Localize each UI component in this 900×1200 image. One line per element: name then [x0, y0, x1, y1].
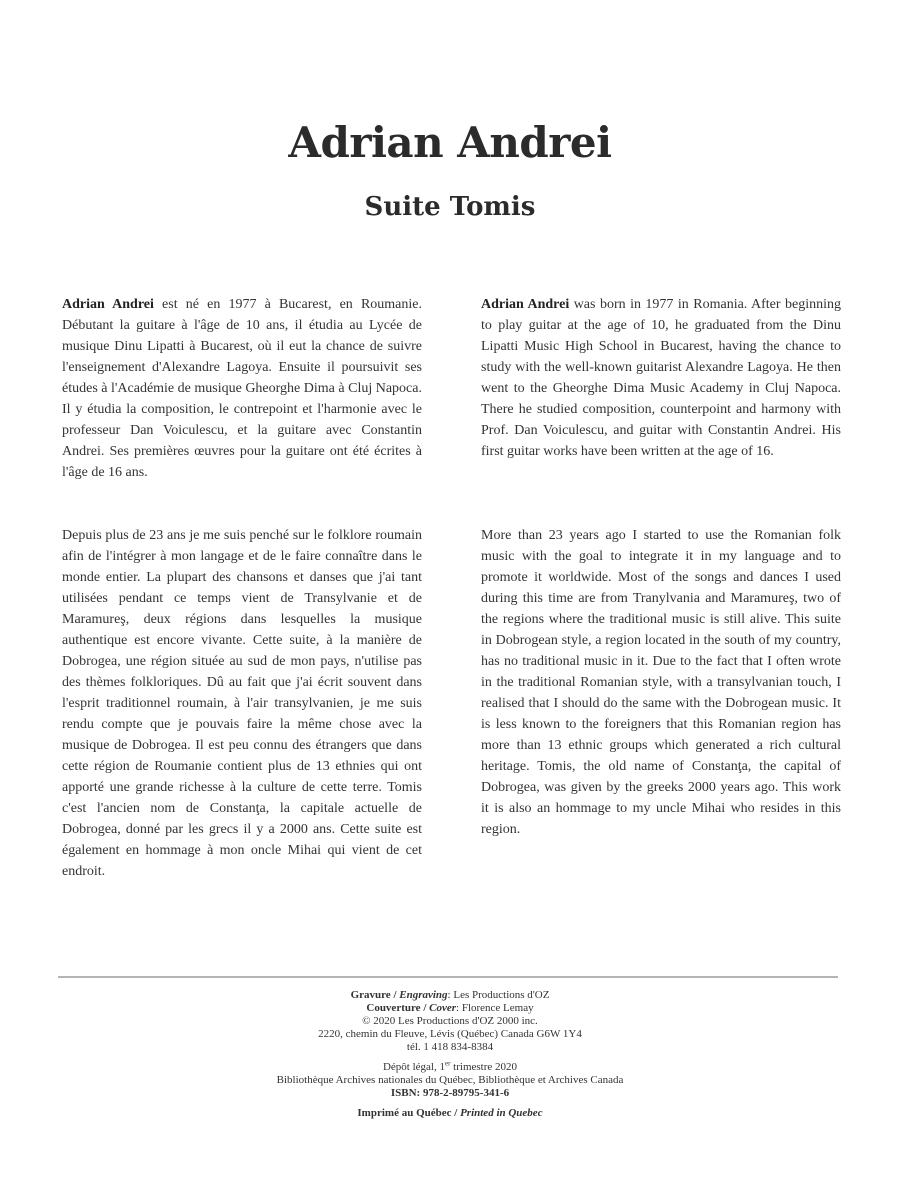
- biography-french-text: est né en 1977 à Bucarest, en Roumanie. Débutant la guitare à l'âge de 10 ans, il étudia au Lycée de musique Dinu Lipatti à Bucarest, où il eut la chance de suivre l'enseignement d'Alexandre Lagoya. Ensuite il poursuivit ses études à l'Académie de musique Gheorghe Dima à Cluj Napoca. Il y étudia la composition, le contrepoint et l'harmonie avec le professeur Dan Voiculescu, et la guitare avec Constantin Andrei. Ses premières œuvres pour la guitare ont été écrites à l'âge de 16 ans.: [62, 297, 422, 480]
- cover-credit: Couverture / Cover: Florence Lemay: [366, 1002, 534, 1014]
- biography-french: [62, 294, 422, 483]
- copyright: © 2020 Les Productions d'OZ 2000 inc.: [362, 1015, 538, 1027]
- credits-block: [0, 989, 900, 1120]
- biography-english: [481, 294, 841, 462]
- divider: [58, 976, 838, 978]
- notes-french: Depuis plus de 23 ans je me suis penché sur le folklore roumain afin de l'intégrer à mon langage et de le faire connaître dans le monde entier. La plupart des chansons et danses que j'ai tant utilisées pendant ce temps vient de Transylvanie et de Maramureş, deux régions dans lesquelles la musique authentique est encore vivante. Cette suite, à la manière de Dobrogea, une région située au sud de mon pays, n'utilise pas des thèmes folkloriques. Dû au fait que j'ai écrit souvent dans l'esprit traditionnel roumain, à l'air transylvanien, je me suis rendu compte que je pouvais faire la même chose avec la musique de Dobrogea. Il est peu connu des étrangers que dans cette région de Roumanie contient plus de 13 ethnies qui ont apporté une grande richesse à la culture de cette terre. Tomis c'est l'ancien nom de Constanţa, la capitale actuelle de Dobrogea, donné par les grecs il y a 2000 ans. Cette suite est également en hommage à mon oncle Mihai qui vient de cet endroit.: [62, 528, 422, 879]
- composer-name-english: Adrian Andrei: [481, 297, 570, 312]
- page-title: Adrian Andrei: [288, 118, 612, 167]
- publisher-address: 2220, chemin du Fleuve, Lévis (Québec) Canada G6W 1Y4: [318, 1028, 582, 1040]
- notes-english: More than 23 years ago I started to use the Romanian folk music with the goal to integrate it in my language and to promote it worldwide. Most of the songs and dances I used during this time are from Tranylvania and Maramureş, two of the regions where the traditional music is still alive. This suite in Dobrogean style, a region located in the south of my country, has no traditional music in it. Due to the fact that I often wrote in the traditional Romanian style, with a transylvanian touch, I realised that I should do the same with the Dobrogean music. It is less known to the foreigners that this Romanian region has more than 13 ethnic groups which generated a rich cultural heritage. Tomis, the old name of Constanţa, the capital of Dobrogea, was given by the greeks 2000 years ago. This work it is also an hommage to my uncle Mihai who resides in this region.: [481, 528, 841, 837]
- publisher-phone: tél. 1 418 834-8384: [406, 1041, 494, 1053]
- legal-deposit: Dépôt légal, 1er trimestre 2020: [382, 1059, 518, 1073]
- page-subtitle: Suite Tomis: [364, 192, 536, 222]
- isbn: ISBN: 978-2-89795-341-6: [390, 1087, 510, 1099]
- printed-in: Imprimé au Québec / Printed in Quebec: [357, 1107, 543, 1119]
- libraries: Bibliothèque Archives nationales du Québec, Bibliothèque et Archives Canada: [276, 1074, 624, 1086]
- engraving-credit: Gravure / Engraving: Les Productions d'OZ: [350, 989, 550, 1001]
- composer-name-french: Adrian Andrei: [62, 297, 154, 312]
- biography-english-text: was born in 1977 in Romania. After beginning to play guitar at the age of 10, he graduated from the Dinu Lipatti Music High School in Bucarest, having the chance to study with the well-known guitarist Alexandre Lagoya. He then went to the Gheorghe Dima Music Academy in Cluj Napoca. There he studied composition, counterpoint and harmony with Prof. Dan Voiculescu, and guitar with Constantin Andrei. His first guitar works have been written at the age of 16.: [481, 297, 841, 459]
